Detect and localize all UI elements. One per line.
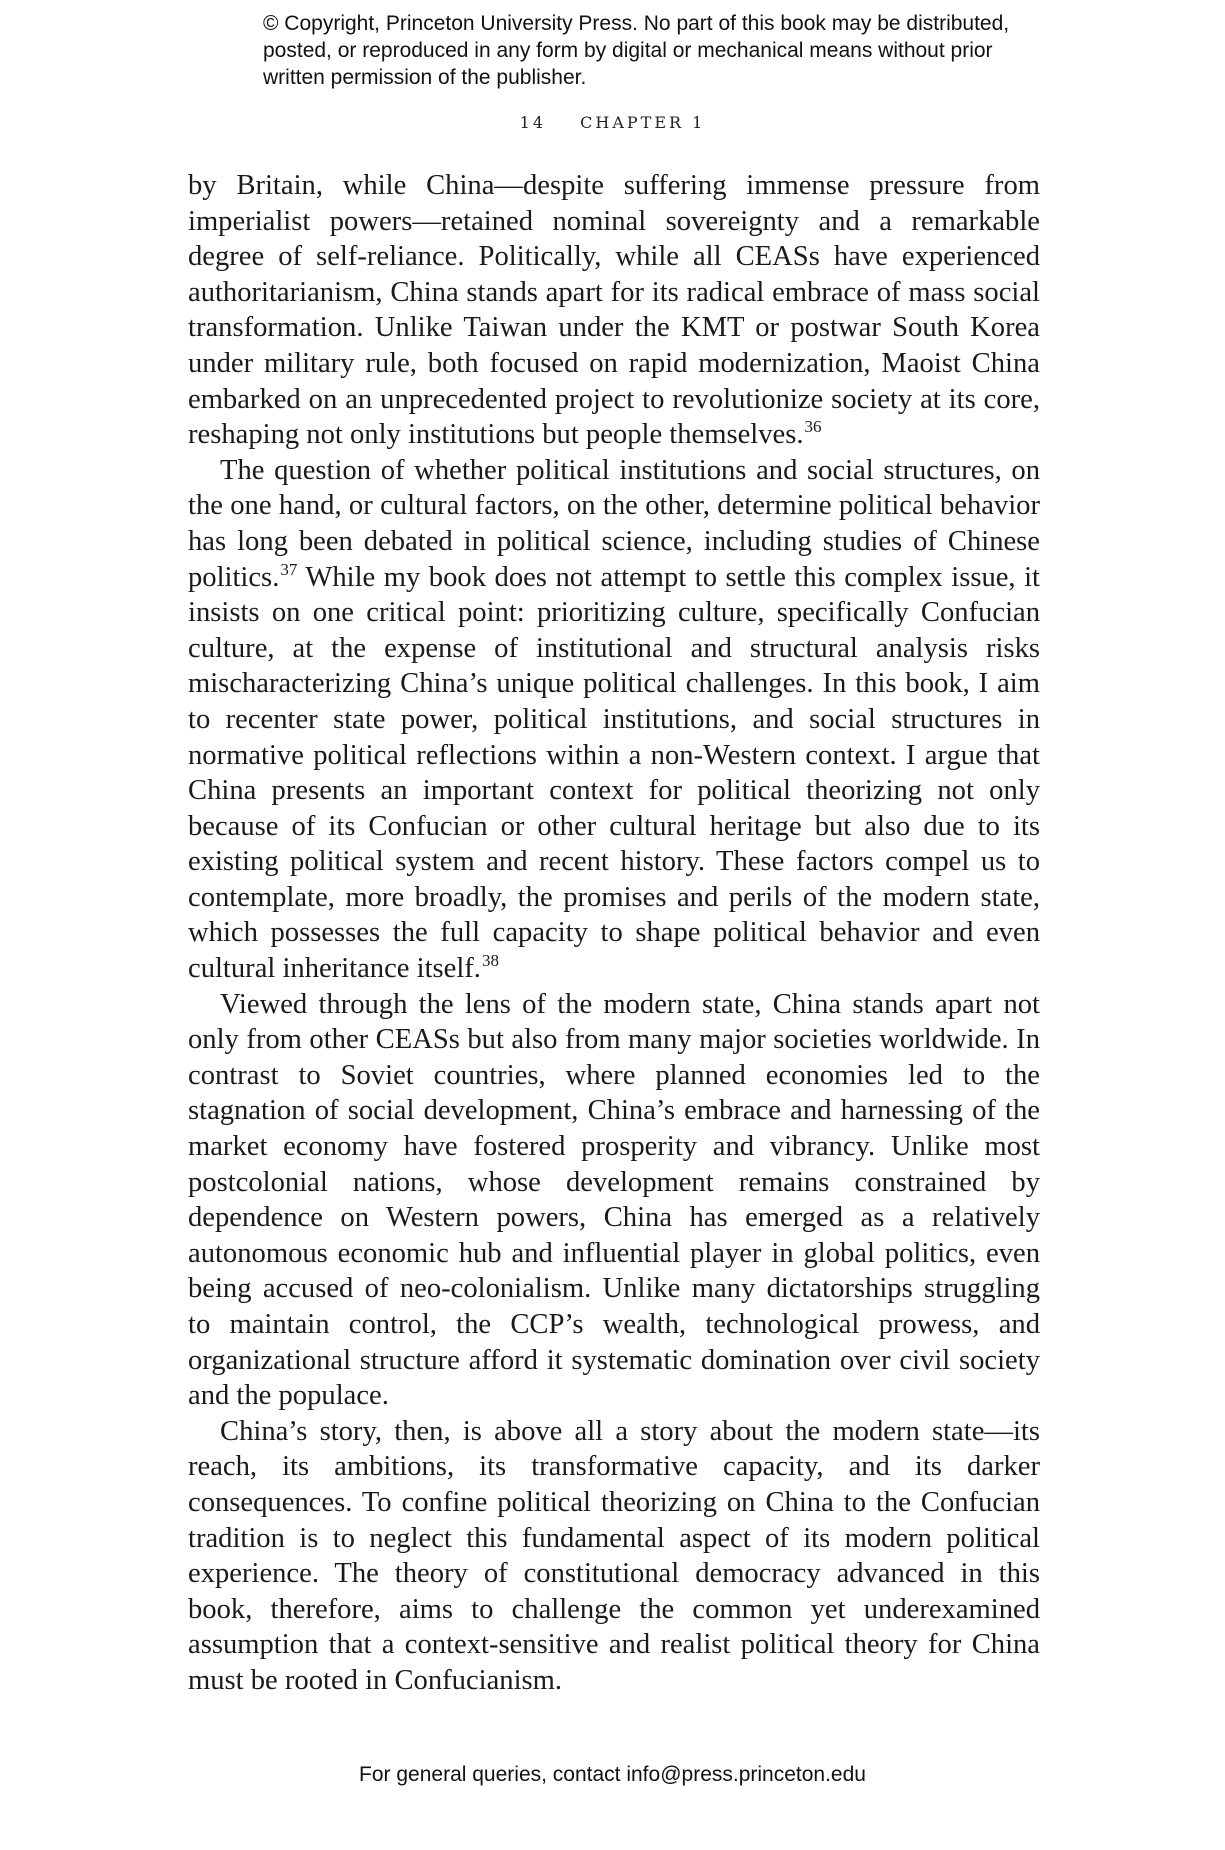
page-number: 14	[519, 113, 547, 132]
paragraph-text-continued: While my book does not attempt to settle this complex issue, it insists on one critical point: prioritizing culture, specifically Confucian culture, at the expense of institutional and structural analysis risks mischaracterizing China’s unique political challenges. In this book, I aim to recenter state power, political institutions, and social structures in normative political reflections within a non-Western context. I argue that China presents an important context for political theorizing not only because of its Confucian or other cultural heritage but also due to its existing political system and recent history. These factors compel us to contemplate, more broadly, the promises and perils of the modern state, which possesses the full capacity to shape political behavior and even cultural inheritance itself.	[188, 561, 1040, 985]
footnote-ref-38[interactable]: 38	[481, 951, 499, 971]
paragraph-text: by Britain, while China—despite suffering immense pressure from imperialist powers—retained nominal sovereignty and a remarkable degree of self-reliance. Politically, while all CEASs have experienced authoritarianism, China stands apart for its radical embrace of mass social transformation. Unlike Taiwan under the KMT or postwar South Korea under military rule, both focused on rapid modernization, Maoist China embarked on an unprecedented project to revolutionize society at its core, reshaping not only institutions but people themselves.	[188, 170, 1040, 451]
paragraph-3	[188, 987, 1040, 1414]
footer-contact: For general queries, contact info@press.princeton.edu	[359, 1763, 866, 1786]
body-text	[188, 168, 1040, 1699]
copyright-notice: © Copyright, Princeton University Press. No part of this book may be distributed, posted, or reproduced in any form by digital or mechanical means without prior written permission of the publisher.	[263, 12, 1010, 89]
paragraph-1	[188, 168, 1040, 453]
chapter-label: CHAPTER 1	[580, 113, 706, 132]
paragraph-text: Viewed through the lens of the modern state, China stands apart not only from other CEASs but also from many major societies worldwide. In contrast to Soviet countries, where planned economies led to the stagnation of social development, China’s embrace and harnessing of the market economy have fostered prosperity and vibrancy. Unlike most postcolonial nations, whose development remains constrained by dependence on Western powers, China has emerged as a relatively autonomous economic hub and influential player in global politics, even being accused of neo-colonialism. Unlike many dictatorships struggling to maintain control, the CCP’s wealth, technological prowess, and organizational structure afford it systematic domination over civil society and the populace.	[188, 988, 1040, 1412]
paragraph-text: The question of whether political institutions and social structures, on the one hand, or cultural factors, on the other, determine political behavior has long been debated in political science, including studies of Chinese politics.	[188, 454, 1040, 593]
paragraph-text: China’s story, then, is above all a story about the modern state—its reach, its ambitions, its transformative capacity, and its darker consequences. To confine political theorizing on China to the Confucian tradition is to neglect this fundamental aspect of its modern political experience. The theory of constitutional democracy advanced in this book, therefore, aims to challenge the common yet underexamined assumption that a context-sensitive and realist political theory for China must be rooted in Confucianism.	[188, 1415, 1040, 1696]
paragraph-2	[188, 453, 1040, 987]
footnote-ref-36[interactable]: 36	[804, 417, 822, 437]
paragraph-4	[188, 1414, 1040, 1699]
footnote-ref-37[interactable]: 37	[280, 559, 298, 579]
running-head	[0, 113, 1225, 132]
